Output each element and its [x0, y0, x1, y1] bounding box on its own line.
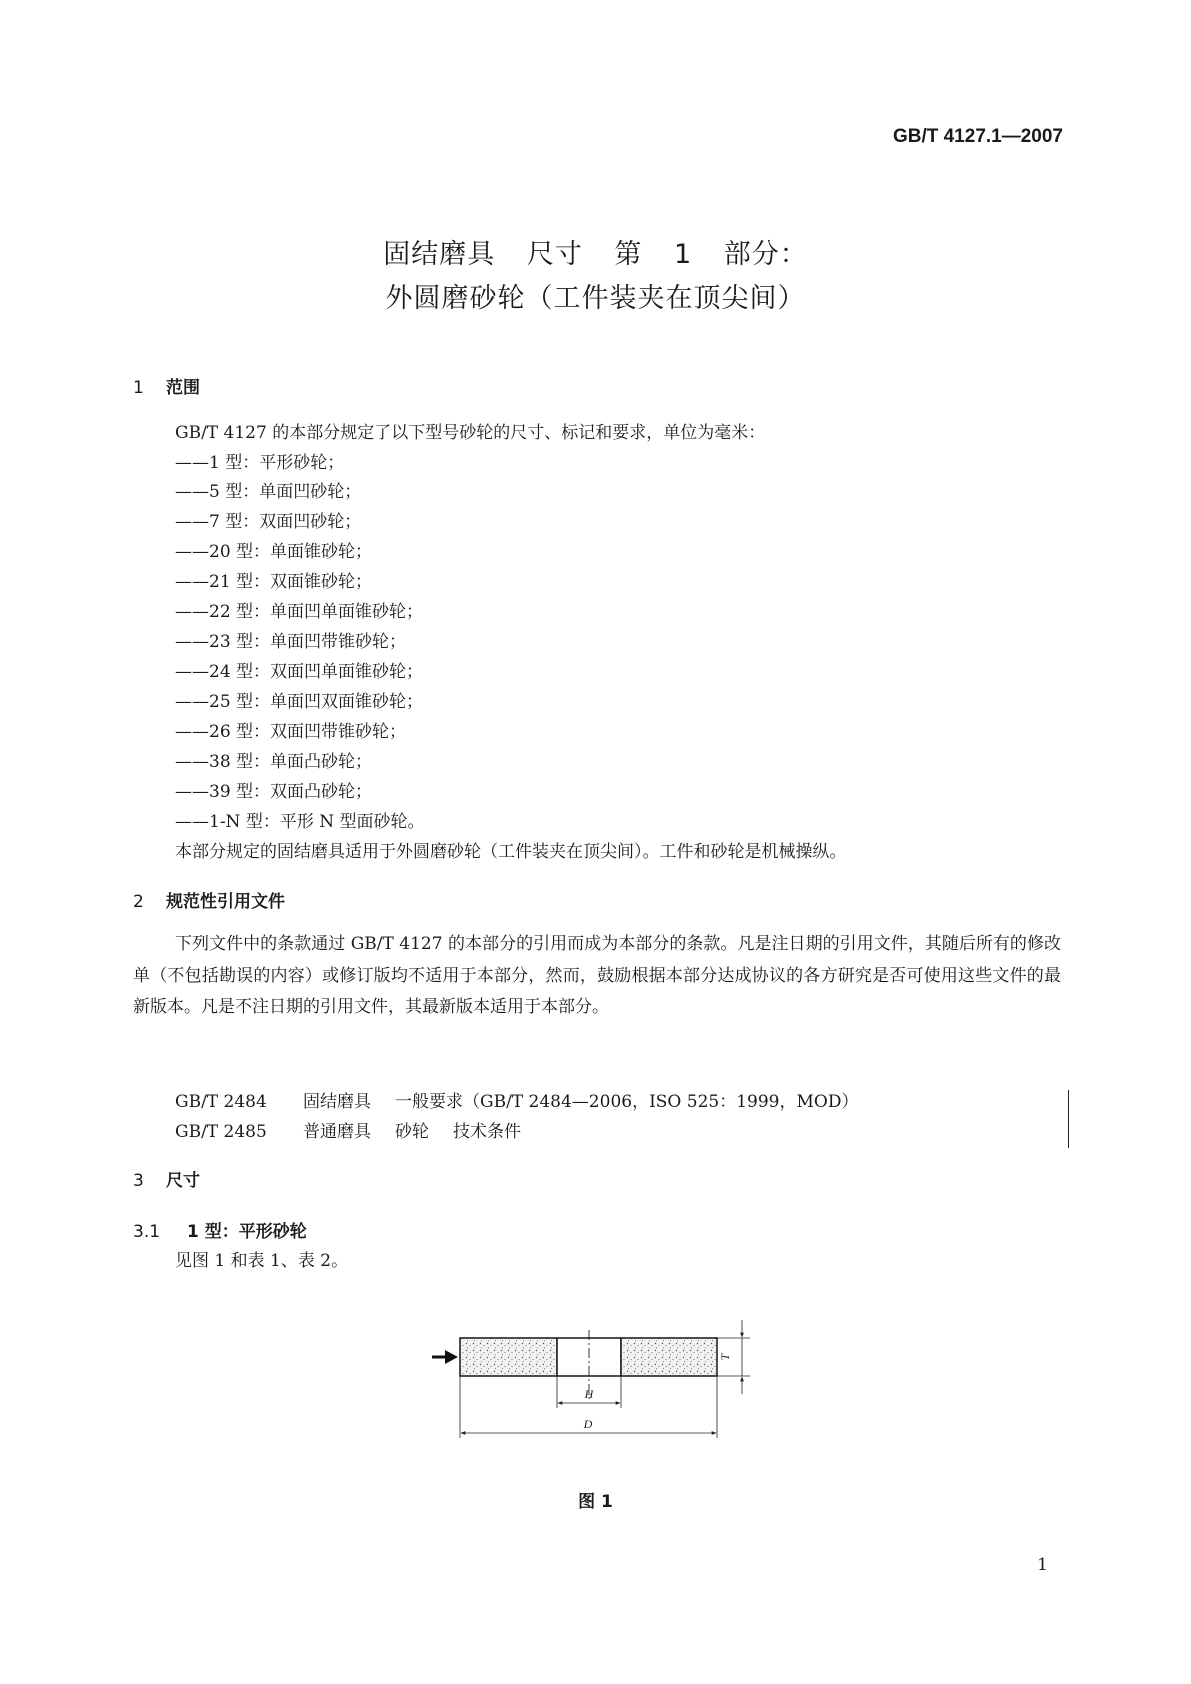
reference-title: 普通磨具 [303, 1122, 371, 1142]
grinding-wheel-figure [430, 1300, 760, 1450]
reference-subtitle-2: 技术条件 [453, 1122, 521, 1142]
list-item: ——23 型：单面凹带锥砂轮； [175, 632, 407, 652]
section-3-heading [133, 1166, 200, 1191]
list-item: ——1-N 型：平形 N 型面砂轮。 [175, 812, 425, 832]
dimension-T [717, 1320, 750, 1394]
standard-code: GB/T 4127.1—2007 [892, 126, 1063, 147]
list-item: ——38 型：单面凸砂轮； [175, 752, 373, 772]
subsection-number: 3.1 [133, 1222, 161, 1242]
reference-subtitle: 砂轮 [395, 1122, 429, 1142]
list-item: ——20 型：单面锥砂轮； [175, 542, 373, 562]
list-item: ——25 型：单面凹双面锥砂轮； [175, 692, 424, 712]
reference-entry [175, 1087, 882, 1112]
list-item: ——22 型：单面凹单面锥砂轮； [175, 602, 424, 622]
label-T: T [718, 1353, 732, 1361]
section-title: 规范性引用文件 [166, 892, 285, 912]
page-number: 1 [1037, 1555, 1048, 1575]
reference-code: GB/T 2485 [175, 1122, 267, 1142]
section-number: 3 [133, 1171, 144, 1191]
section-title: 范围 [166, 378, 200, 398]
document-title-line-1: 固结磨具 尺寸 第 1 部分： [383, 239, 808, 270]
document-title-line-2: 外圆磨砂轮（工件装夹在顶尖间） [385, 283, 806, 314]
section-1-heading [133, 373, 200, 398]
scope-closing: 本部分规定的固结磨具适用于外圆磨砂轮（工件装夹在顶尖间）。工件和砂轮是机械操纵。 [175, 842, 847, 862]
list-item: ——26 型：双面凹带锥砂轮； [175, 722, 407, 742]
section-number: 2 [133, 892, 144, 912]
arrow-right-icon [432, 1350, 458, 1364]
list-item: ——39 型：双面凸砂轮； [175, 782, 373, 802]
wheel-left-section [460, 1338, 557, 1376]
label-H: H [584, 1387, 594, 1401]
reference-title: 固结磨具 [303, 1092, 371, 1112]
list-item: ——24 型：双面凹单面锥砂轮； [175, 662, 424, 682]
reference-code: GB/T 2484 [175, 1092, 267, 1112]
list-item: ——7 型：双面凹砂轮； [175, 512, 362, 532]
figure-caption: 图 1 [578, 1492, 613, 1512]
section-number: 1 [133, 378, 144, 398]
section-2-heading [133, 887, 285, 912]
dimension-D [460, 1376, 717, 1438]
subsection-title: 1 型：平形砂轮 [187, 1222, 307, 1242]
figure-reference-text: 见图 1 和表 1、表 2。 [175, 1251, 349, 1271]
section-title: 尺寸 [166, 1171, 200, 1191]
normative-references-paragraph: 下列文件中的条款通过 GB/T 4127 的本部分的引用而成为本部分的条款。凡是注日期的引用文件，其随后所有的修改单（不包括勘误的内容）或修订版均不适用于本部分，然而，鼓励根据本部分达成协议的各方研究是否可使用这些文件的最新版本。凡是不注日期的引用文件，其最新版本适用于本部分。 [133, 934, 1061, 1017]
reference-subtitle: 一般要求（GB/T 2484—2006，ISO 525：1999，MOD） [395, 1092, 859, 1112]
list-item: ——1 型：平形砂轮； [175, 453, 345, 473]
scope-intro: GB/T 4127 的本部分规定了以下型号砂轮的尺寸、标记和要求，单位为毫米： [175, 423, 766, 443]
list-item: ——21 型：双面锥砂轮； [175, 572, 373, 592]
label-D: D [583, 1417, 593, 1431]
subsection-3-1-heading [133, 1217, 307, 1242]
list-item: ——5 型：单面凹砂轮； [175, 482, 362, 502]
change-bar [1068, 1090, 1069, 1148]
wheel-right-section [621, 1338, 717, 1376]
reference-entry [175, 1117, 521, 1142]
